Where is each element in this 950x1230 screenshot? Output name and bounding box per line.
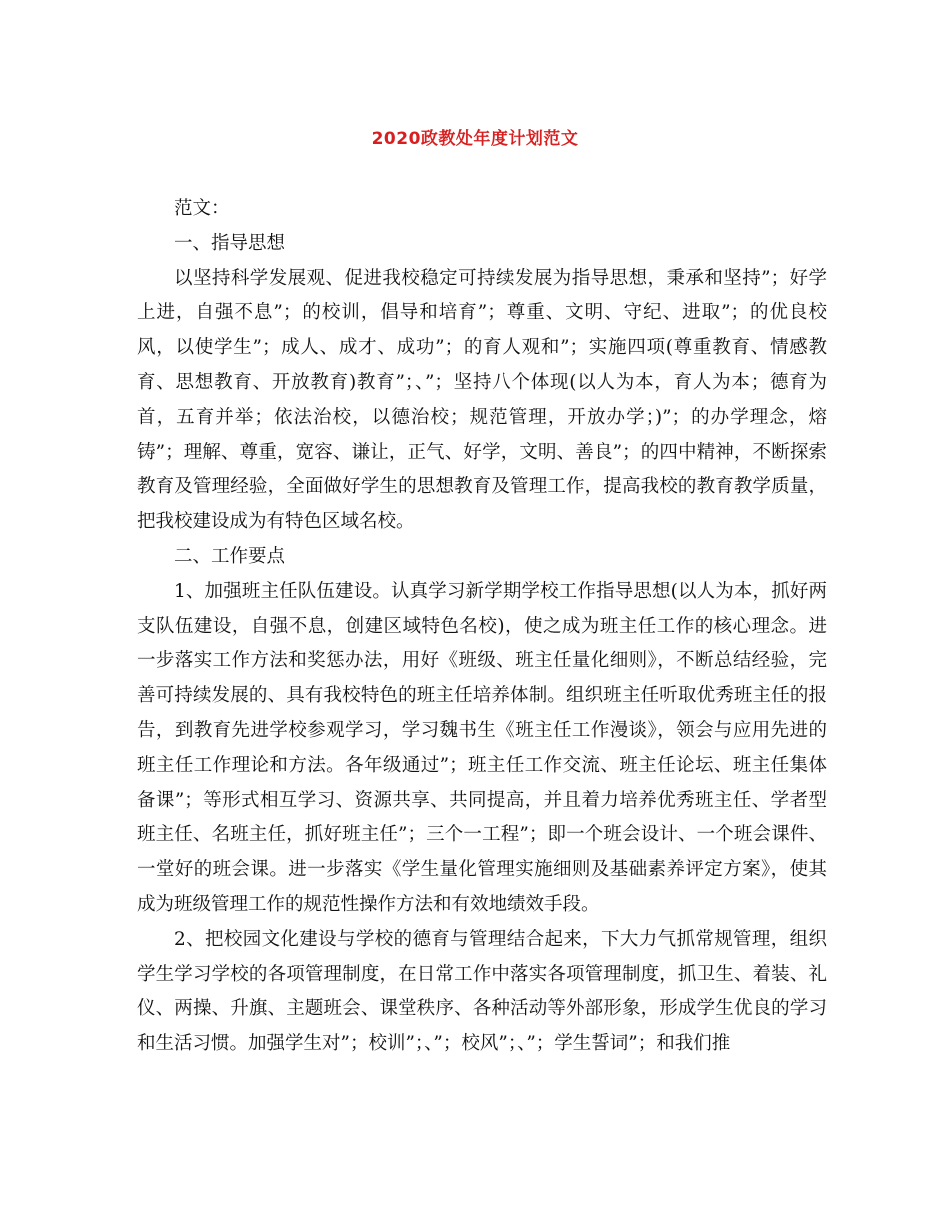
heading-work-points: 二、工作要点 [174, 545, 286, 567]
paragraph-work-point-2: 2、把校园文化建设与学校的德育与管理结合起来，下大力气抓常规管理，组织学生学习学校的各项管理制度，在日常工作中落实各项管理制度，抓卫生、着装、礼仪、两操、升旗、主题班会、课堂秩序、各种活动等外部形象，形成学生优良的学习和生活习惯。加强学生对”；校训”；、”；校风”；、”；学生誓词”；和我们推 [137, 928, 827, 1055]
paragraph-sample-label: 范文： [174, 198, 230, 219]
paragraph-work-point-1: 1、加强班主任队伍建设。认真学习新学期学校工作指导思想(以人为本，抓好两支队伍建设，自强不息，创建区域特色名校)，使之成为班主任工作的核心理念。进一步落实工作方法和奖惩办法，用好《班级、班主任量化细则》，不断总结经验，完善可持续发展的、具有我校特色的班主任培养体制。组织班主任听取优秀班主任的报告，到教育先进学校参观学习，学习魏书生《班主任工作漫谈》，领会与应用先进的班主任工作理论和方法。各年级通过”；班主任工作交流、班主任论坛、班主任集体备课”；等形式相互学习、资源共享、共同提高，并且着力培养优秀班主任、学者型班主任、名班主任，抓好班主任”；三个一工程”；即一个班会设计、一个班会课件、一堂好的班会课。进一步落实《学生量化管理实施细则及基础素养评定方案》，使其成为班级管理工作的规范性操作方法和有效地绩效手段。 [137, 580, 827, 915]
paragraph-guiding-ideology: 以坚持科学发展观、促进我校稳定可持续发展为指导思想，秉承和坚持”；好学上进，自强不息”；的校训，倡导和培育”；尊重、文明、守纪、进取”；的优良校风，以使学生”；成人、成才、成功”；的育人观和”；实施四项(尊重教育、情感教育、思想教育、开放教育)教育”；、”；坚持八个体现(以人为本，育人为本；德育为首，五育并举；依法治校，以德治校；规范管理，开放办学；)”；的办学理念，熔铸”；理解、尊重，宽容、谦让，正气、好学，文明、善良”；的四中精神，不断探索教育及管理经验，全面做好学生的思想教育及管理工作，提高我校的教育教学质量，把我校建设成为有特色区域名校。 [137, 267, 827, 533]
heading-guiding-ideology: 一、指导思想 [174, 232, 286, 254]
document-body [137, 192, 827, 1062]
document-title: 2020政教处年度计划范文 [371, 129, 579, 149]
